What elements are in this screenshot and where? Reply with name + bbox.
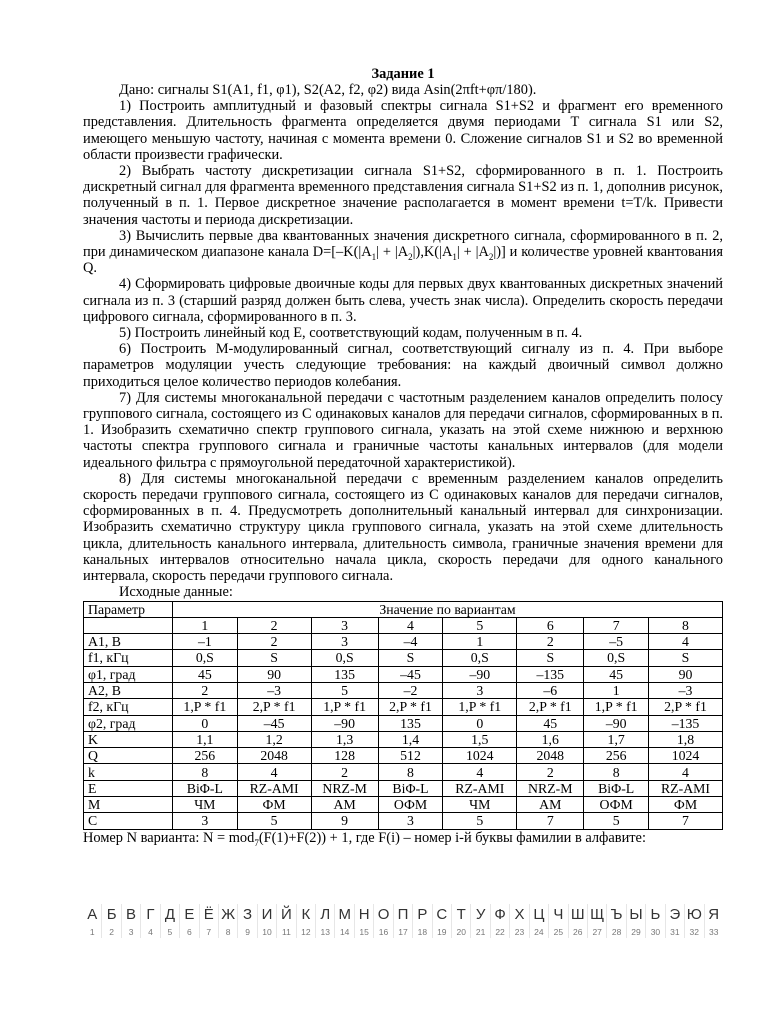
table-cell: ОФМ xyxy=(378,797,443,813)
alphabet-letter: Щ xyxy=(588,904,607,926)
table-cell: 256 xyxy=(584,748,649,764)
alphabet-letter: К xyxy=(297,904,316,926)
alphabet-letter: Ж xyxy=(219,904,238,926)
table-cell: 8 xyxy=(173,764,238,780)
alphabet-letter: В xyxy=(122,904,141,926)
alphabet-number: 3 xyxy=(122,926,141,938)
table-cell: 1024 xyxy=(443,748,517,764)
table-cell: 128 xyxy=(311,748,378,764)
table-cell: 3 xyxy=(443,682,517,698)
source-data-heading: Исходные данные: xyxy=(119,584,233,601)
alphabet-number: 2 xyxy=(102,926,121,938)
alphabet-number: 15 xyxy=(355,926,374,938)
table-cell: 8 xyxy=(378,764,443,780)
table-cell: 1024 xyxy=(649,748,723,764)
alphabet-number: 6 xyxy=(180,926,199,938)
table-row xyxy=(84,780,723,796)
alphabet-letter: З xyxy=(238,904,257,926)
table-header-row xyxy=(84,601,723,617)
item-3-text-b: | + |A xyxy=(376,244,409,261)
table-cell: 2 xyxy=(173,682,238,698)
item-3-text-e: |)] и количестве уровней квантования Q. xyxy=(83,244,723,277)
alphabet-letter: Р xyxy=(413,904,432,926)
alphabet-number: 33 xyxy=(708,927,719,937)
table-cell: 4 xyxy=(237,764,311,780)
alphabet-number: 16 xyxy=(374,926,393,938)
table-row xyxy=(84,650,723,666)
alphabet-letter: Г xyxy=(141,904,160,926)
item-5-paragraph: 5) Построить линейный код E, соответствующий кодам, полученным в п. 4. xyxy=(119,325,583,342)
table-cell: NRZ-M xyxy=(517,780,584,796)
table-cell: АМ xyxy=(311,797,378,813)
alphabet-letter: У xyxy=(471,904,490,926)
task-title: Задание 1 xyxy=(371,66,435,82)
subscript: 2 xyxy=(408,251,413,262)
table-cell: BiΦ-L xyxy=(173,780,238,796)
table-cell: 0,S xyxy=(173,650,238,666)
alphabet-number: 27 xyxy=(588,926,607,938)
formula-prefix: Номер N варианта: N = mod xyxy=(83,829,255,846)
table-row xyxy=(84,813,723,829)
alphabet-letter: Ы xyxy=(627,904,646,926)
alphabet-letter: Ъ xyxy=(607,904,626,926)
table-cell: 0,S xyxy=(311,650,378,666)
row-label: k xyxy=(84,764,173,780)
table-cell: 1,P * f1 xyxy=(443,699,517,715)
row-label: A1, В xyxy=(84,634,173,650)
variant-number: 2 xyxy=(237,617,311,633)
table-cell: 1,5 xyxy=(443,731,517,747)
table-cell: S xyxy=(517,650,584,666)
table-cell: 1,3 xyxy=(311,731,378,747)
table-cell: ЧМ xyxy=(443,797,517,813)
alphabet-number: 4 xyxy=(141,926,160,938)
table-cell: 9 xyxy=(311,813,378,829)
table-cell: АМ xyxy=(517,797,584,813)
alphabet-number: 19 xyxy=(433,926,452,938)
table-cell: BiΦ-L xyxy=(584,780,649,796)
table-cell: 135 xyxy=(311,666,378,682)
alphabet-number: 1 xyxy=(83,926,102,938)
table-cell: BiΦ-L xyxy=(378,780,443,796)
item-3-paragraph xyxy=(83,228,723,277)
table-cell: 0 xyxy=(443,715,517,731)
table-cell: –90 xyxy=(311,715,378,731)
row-label: Q xyxy=(84,748,173,764)
table-cell: 7 xyxy=(517,813,584,829)
alphabet-number: 28 xyxy=(607,926,626,938)
table-cell: 5 xyxy=(443,813,517,829)
alphabet-number: 22 xyxy=(491,926,510,938)
table-row xyxy=(84,731,723,747)
item-7-paragraph: 7) Для системы многоканальной передачи с частотным разделением каналов определить полосу группового сигнала, состоящего из C одинаковых каналов для передачи сигналов, сформированных в п. 1. Изобразить схематично спектр группового сигнала, указать на этой схеме нижнюю и верхнюю частоты спектра группового сигнала и граничные частоты канальных интервалов (для модели идеального фильтра с прямоугольной передаточной характеристикой). xyxy=(83,389,723,471)
variant-number: 1 xyxy=(173,617,238,633)
table-row xyxy=(84,682,723,698)
table-cell: –90 xyxy=(584,715,649,731)
alphabet-numbers xyxy=(83,926,723,938)
table-cell: –6 xyxy=(517,682,584,698)
table-cell: NRZ-M xyxy=(311,780,378,796)
alphabet-letter: Ц xyxy=(530,904,549,926)
table-cell: 7 xyxy=(649,813,723,829)
document-page xyxy=(83,66,723,846)
table-cell: 2,P * f1 xyxy=(378,699,443,715)
table-cell: 1 xyxy=(584,682,649,698)
table-row xyxy=(84,748,723,764)
subscript: 2 xyxy=(488,251,494,262)
alphabet-number: 32 xyxy=(685,926,704,938)
variants-group-header: Значение по вариантам xyxy=(173,601,723,617)
alphabet-number: 18 xyxy=(413,926,432,938)
formula-suffix: (F(1)+F(2)) + 1, где F(i) – номер i-й буквы фамилии в алфавите: xyxy=(258,829,646,846)
table-cell: 0 xyxy=(173,715,238,731)
alphabet-letter: Ё xyxy=(200,904,219,926)
variant-number: 3 xyxy=(311,617,378,633)
row-label: f1, кГц xyxy=(84,650,173,666)
table-cell: 45 xyxy=(517,715,584,731)
table-cell: 8 xyxy=(584,764,649,780)
alphabet-letter: Т xyxy=(452,904,471,926)
table-cell: 2 xyxy=(237,634,311,650)
table-row xyxy=(84,715,723,731)
alphabet-strip xyxy=(83,904,723,944)
row-label: f2, кГц xyxy=(84,699,173,715)
alphabet-letter: И xyxy=(258,904,277,926)
item-3-text-a: 3) Вычислить первые два квантованных значения дискретного сигнала, сформированного в п. 2, при динамическом диапазоне канала D=[–K(|A xyxy=(83,227,723,261)
table-cell: 3 xyxy=(311,634,378,650)
table-cell: ФМ xyxy=(649,797,723,813)
row-label: K xyxy=(84,731,173,747)
alphabet-letter: Ч xyxy=(549,904,568,926)
table-cell: 0,S xyxy=(443,650,517,666)
alphabet-letter: Ш xyxy=(569,904,588,926)
table-cell: –135 xyxy=(517,666,584,682)
alphabet-letter: Х xyxy=(510,904,529,926)
variant-number: 6 xyxy=(517,617,584,633)
alphabet-letter: Э xyxy=(666,904,685,926)
table-cell: 2 xyxy=(311,764,378,780)
table-cell: 90 xyxy=(649,666,723,682)
alphabet-number: 12 xyxy=(297,926,316,938)
alphabet-number: 21 xyxy=(471,926,490,938)
row-label: φ2, град xyxy=(84,715,173,731)
alphabet-number: 11 xyxy=(277,926,296,938)
table-cell: S xyxy=(237,650,311,666)
alphabet-number: 10 xyxy=(258,926,277,938)
table-cell: 2,P * f1 xyxy=(649,699,723,715)
table-cell: 4 xyxy=(649,634,723,650)
table-cell: 1,8 xyxy=(649,731,723,747)
table-cell: 2 xyxy=(517,634,584,650)
table-row xyxy=(84,666,723,682)
table-cell: –4 xyxy=(378,634,443,650)
table-cell: 5 xyxy=(311,682,378,698)
variant-number: 7 xyxy=(584,617,649,633)
alphabet-letter: М xyxy=(335,904,354,926)
alphabet-number: 24 xyxy=(530,926,549,938)
alphabet-number: 23 xyxy=(510,926,529,938)
table-cell: 1,P * f1 xyxy=(584,699,649,715)
table-cell: –3 xyxy=(237,682,311,698)
row-label: A2, В xyxy=(84,682,173,698)
table-cell: 2 xyxy=(517,764,584,780)
table-cell: 0,S xyxy=(584,650,649,666)
table-cell: 2,P * f1 xyxy=(517,699,584,715)
alphabet-letter: Л xyxy=(316,904,335,926)
alphabet-number: 26 xyxy=(569,926,588,938)
alphabet-number: 7 xyxy=(200,926,219,938)
table-cell: 90 xyxy=(237,666,311,682)
alphabet-letter: Ю xyxy=(685,904,704,926)
item-4-paragraph: 4) Сформировать цифровые двоичные коды для первых двух квантованных дискретных значений сигнала из п. 3 (старший разряд должен быть слева, учесть знак числа). Определить скорость передачи цифрового сигнала, сформированного в п. 3. xyxy=(83,276,723,325)
alphabet-letter: Б xyxy=(102,904,121,926)
table-cell: –2 xyxy=(378,682,443,698)
alphabet-number: 8 xyxy=(219,926,238,938)
param-header: Параметр xyxy=(84,601,173,617)
table-cell: RZ-AMI xyxy=(443,780,517,796)
alphabet-letter: Ф xyxy=(491,904,510,926)
alphabet-letter: А xyxy=(83,904,102,926)
alphabet-letter: Ь xyxy=(646,904,665,926)
table-cell: 3 xyxy=(378,813,443,829)
table-cell: 1,4 xyxy=(378,731,443,747)
given-paragraph: Дано: сигналы S1(A1, f1, φ1), S2(A2, f2, φ2) вида Asin(2πft+φπ/180). xyxy=(119,82,537,98)
alphabet-number: 25 xyxy=(549,926,568,938)
alphabet-letter: С xyxy=(433,904,452,926)
alphabet-letters xyxy=(83,904,723,926)
table-cell: 512 xyxy=(378,748,443,764)
variant-number-row xyxy=(84,617,723,633)
table-cell: –90 xyxy=(443,666,517,682)
alphabet-letter: Н xyxy=(355,904,374,926)
table-cell: 5 xyxy=(237,813,311,829)
table-cell: –3 xyxy=(649,682,723,698)
alphabet-number: 30 xyxy=(646,926,665,938)
formula-subscript: 7 xyxy=(254,837,259,848)
alphabet-number: 5 xyxy=(161,926,180,938)
source-data-table xyxy=(83,601,723,830)
table-row xyxy=(84,797,723,813)
table-cell: 1,7 xyxy=(584,731,649,747)
alphabet-number: 29 xyxy=(627,926,646,938)
table-cell: 45 xyxy=(584,666,649,682)
table-row xyxy=(84,764,723,780)
table-cell: 5 xyxy=(584,813,649,829)
table-cell: RZ-AMI xyxy=(237,780,311,796)
alphabet-letter: П xyxy=(394,904,413,926)
table-cell: 1,1 xyxy=(173,731,238,747)
item-1-paragraph: 1) Построить амплитудный и фазовый спектры сигнала S1+S2 и фрагмент его временного представления. Длительность фрагмента определяется двумя периодами T сигнала S1 или S2, имеющего меньшую частоту, начиная с момента времени 0. Сложение сигналов S1 и S2 во временной области произвести графически. xyxy=(83,98,723,163)
alphabet-letter: Е xyxy=(180,904,199,926)
row-label: M xyxy=(84,797,173,813)
alphabet-letter: Й xyxy=(277,904,296,926)
row-label: E xyxy=(84,780,173,796)
table-cell: 256 xyxy=(173,748,238,764)
table-cell: 135 xyxy=(378,715,443,731)
table-cell: –1 xyxy=(173,634,238,650)
variant-number: 4 xyxy=(378,617,443,633)
table-cell: 1,6 xyxy=(517,731,584,747)
table-cell: 2,P * f1 xyxy=(237,699,311,715)
item-3-text-d: | + |A xyxy=(456,244,489,261)
table-cell: 2048 xyxy=(237,748,311,764)
table-cell: –45 xyxy=(378,666,443,682)
alphabet-number: 9 xyxy=(238,926,257,938)
item-2-paragraph: 2) Выбрать частоту дискретизации сигнала S1+S2, сформированного в п. 1. Построить дискретный сигнал для фрагмента временного представления сигнала S1+S2 из п. 1, дополнив рисунок, полученный в п. 1. Первое дискретное значение располагается в момент времени t=T/k. Привести значения частоты и периода дискретизации. xyxy=(83,163,723,228)
row-label: φ1, град xyxy=(84,666,173,682)
alphabet-number: 14 xyxy=(335,926,354,938)
table-cell: S xyxy=(378,650,443,666)
table-cell: 1,2 xyxy=(237,731,311,747)
alphabet-number: 13 xyxy=(316,926,335,938)
table-cell: 3 xyxy=(173,813,238,829)
table-cell: 1 xyxy=(443,634,517,650)
table-cell: 1,P * f1 xyxy=(173,699,238,715)
table-cell: ФМ xyxy=(237,797,311,813)
table-row xyxy=(84,699,723,715)
alphabet-number: 31 xyxy=(666,926,685,938)
table-row xyxy=(84,634,723,650)
table-cell: S xyxy=(649,650,723,666)
table-cell: 2048 xyxy=(517,748,584,764)
table-cell: 4 xyxy=(649,764,723,780)
table-cell: –45 xyxy=(237,715,311,731)
alphabet-letter: Я xyxy=(708,906,720,923)
subscript: 1 xyxy=(371,251,377,262)
alphabet-number: 20 xyxy=(452,926,471,938)
variant-number: 5 xyxy=(443,617,517,633)
table-cell: –5 xyxy=(584,634,649,650)
item-6-paragraph: 6) Построить M-модулированный сигнал, соответствующий сигналу из п. 4. При выборе параметров модуляции учесть следующие требования: на каждый двоичный символ должно приходиться целое количество периодов колебания. xyxy=(83,341,723,390)
table-cell: 4 xyxy=(443,764,517,780)
alphabet-number: 17 xyxy=(394,926,413,938)
table-cell: ОФМ xyxy=(584,797,649,813)
variant-number: 8 xyxy=(649,617,723,633)
variant-formula xyxy=(83,830,723,846)
table-cell: ЧМ xyxy=(173,797,238,813)
table-cell: RZ-AMI xyxy=(649,780,723,796)
alphabet-letter: О xyxy=(374,904,393,926)
row-label: C xyxy=(84,813,173,829)
table-cell: 45 xyxy=(173,666,238,682)
table-cell: 1,P * f1 xyxy=(311,699,378,715)
empty-cell xyxy=(84,617,173,633)
item-3-text-c: |),K(|A xyxy=(412,244,453,261)
alphabet-letter: Д xyxy=(161,904,180,926)
subscript: 1 xyxy=(452,251,457,262)
item-8-paragraph: 8) Для системы многоканальной передачи с временным разделением каналов определить скорость передачи группового сигнала, состоящего из C одинаковых каналов для передачи сигналов, сформированных в п. 4. Предусмотреть дополнительный канальный интервал для синхронизации. Изобразить схематично структуру цикла группового сигнала, указать на этой схеме длительность цикла, длительность канального интервала, длительность символа, граничные значения времени для канальных интервалов относительно начала цикла, скорость передачи для одного канального интервала, скорость передачи группового сигнала. xyxy=(83,470,723,585)
table-cell: –135 xyxy=(649,715,723,731)
